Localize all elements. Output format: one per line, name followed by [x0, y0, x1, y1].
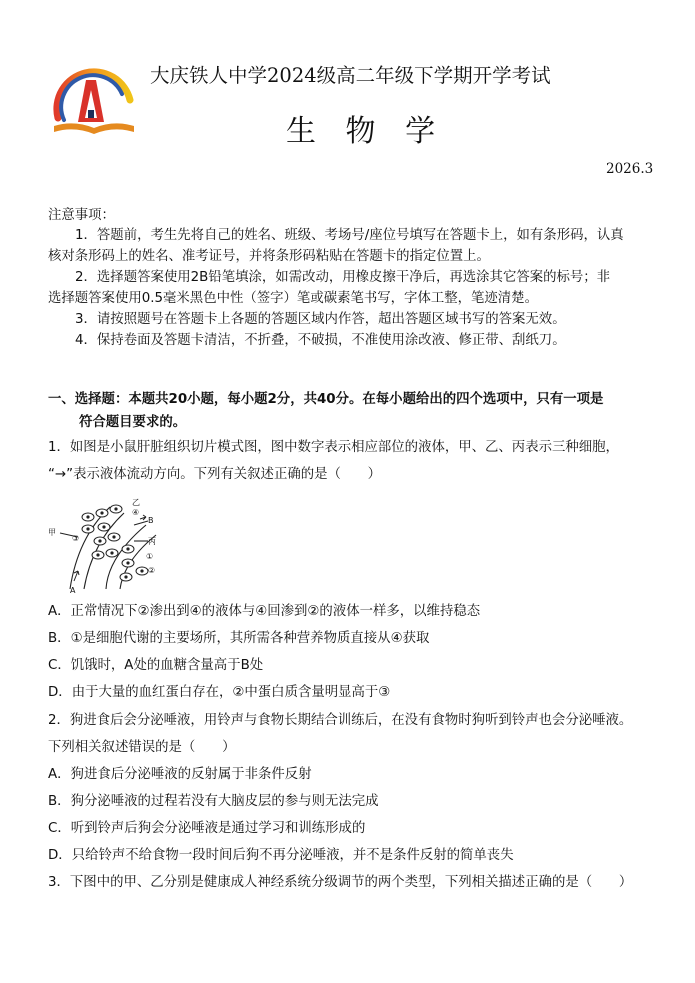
liver-tissue-diagram — [48, 497, 164, 597]
section-heading-cont: 符合题目要求的。 — [79, 415, 187, 430]
label-yi: 乙 — [132, 498, 140, 507]
notes-line-2: 2．选择题答案使用2B铅笔填涂，如需改动，用橡皮擦干净后，再选涂其它答案的标号；非 — [75, 270, 611, 285]
school-title: 大庆铁人中学2024级高二年级下学期开学考试 — [150, 64, 551, 87]
q1-option-d: D．由于大量的血红蛋白存在，②中蛋白质含量明显高于③ — [48, 685, 391, 700]
notes-line-1-cont: 核对条形码上的姓名、准考证号，并将条形码粘贴在答题卡的指定位置上。 — [48, 249, 490, 264]
q2-stem: 2．狗进食后会分泌唾液，用铃声与食物长期结合训练后，在没有食物时狗听到铃声也会分泌唾液。 — [48, 713, 633, 728]
q2-stem-cont: 下列相关叙述错误的是（ ） — [48, 740, 236, 755]
section-heading: 一、选择题：本题共20小题，每小题2分，共40分。在每小题给出的四个选项中，只有一项是 — [48, 392, 604, 407]
subject-title: 生 物 学 — [286, 114, 446, 149]
notes-line-3: 3．请按照题号在答题卡上各题的答题区域内作答，超出答题区域书写的答案无效。 — [75, 312, 566, 327]
exam-date: 2026.3 — [606, 161, 654, 177]
label-A: A — [70, 586, 76, 595]
school-logo — [50, 60, 138, 140]
label-n1: ① — [146, 552, 154, 561]
label-n4: ④ — [132, 508, 140, 517]
q1-option-b: B．①是细胞代谢的主要场所，其所需各种营养物质直接从④获取 — [48, 631, 430, 646]
label-B: B — [148, 516, 154, 525]
label-bing: 丙 — [148, 537, 156, 546]
label-n2: ② — [148, 566, 156, 575]
notes-line-1: 1．答题前，考生先将自己的姓名、班级、考场号/座位号填写在答题卡上，如有条形码，认真 — [75, 228, 624, 243]
q3-stem: 3．下图中的甲、乙分别是健康成人神经系统分级调节的两个类型，下列相关描述正确的是（ ） — [48, 875, 633, 890]
q2-option-b: B．狗分泌唾液的过程若没有大脑皮层的参与则无法完成 — [48, 794, 379, 809]
notes-line-4: 4．保持卷面及答题卡清洁，不折叠，不破损，不准使用涂改液、修正带、刮纸刀。 — [75, 333, 566, 348]
q2-option-d: D．只给铃声不给食物一段时间后狗不再分泌唾液，并不是条件反射的简单丧失 — [48, 848, 514, 863]
notes-line-2-cont: 选择题答案使用0.5毫米黑色中性（签字）笔或碳素笔书写，字体工整，笔迹清楚。 — [48, 291, 538, 306]
q1-option-a: A．正常情况下②渗出到④的液体与④回渗到②的液体一样多，以维持稳态 — [48, 604, 481, 619]
q2-option-a: A．狗进食后分泌唾液的反射属于非条件反射 — [48, 767, 312, 782]
q1-stem: 1．如图是小鼠肝脏组织切片模式图，图中数字表示相应部位的液体，甲、乙、丙表示三种细胞， — [48, 440, 619, 455]
label-n3: ③ — [72, 534, 80, 543]
q2-option-c: C．听到铃声后狗会分泌唾液是通过学习和训练形成的 — [48, 821, 366, 836]
q1-option-c: C．饥饿时，A处的血糖含量高于B处 — [48, 658, 264, 673]
notes-heading: 注意事项： — [48, 208, 115, 223]
q1-stem-cont: “→”表示液体流动方向。下列有关叙述正确的是（ ） — [48, 467, 382, 482]
label-jia: 甲 — [48, 528, 56, 537]
